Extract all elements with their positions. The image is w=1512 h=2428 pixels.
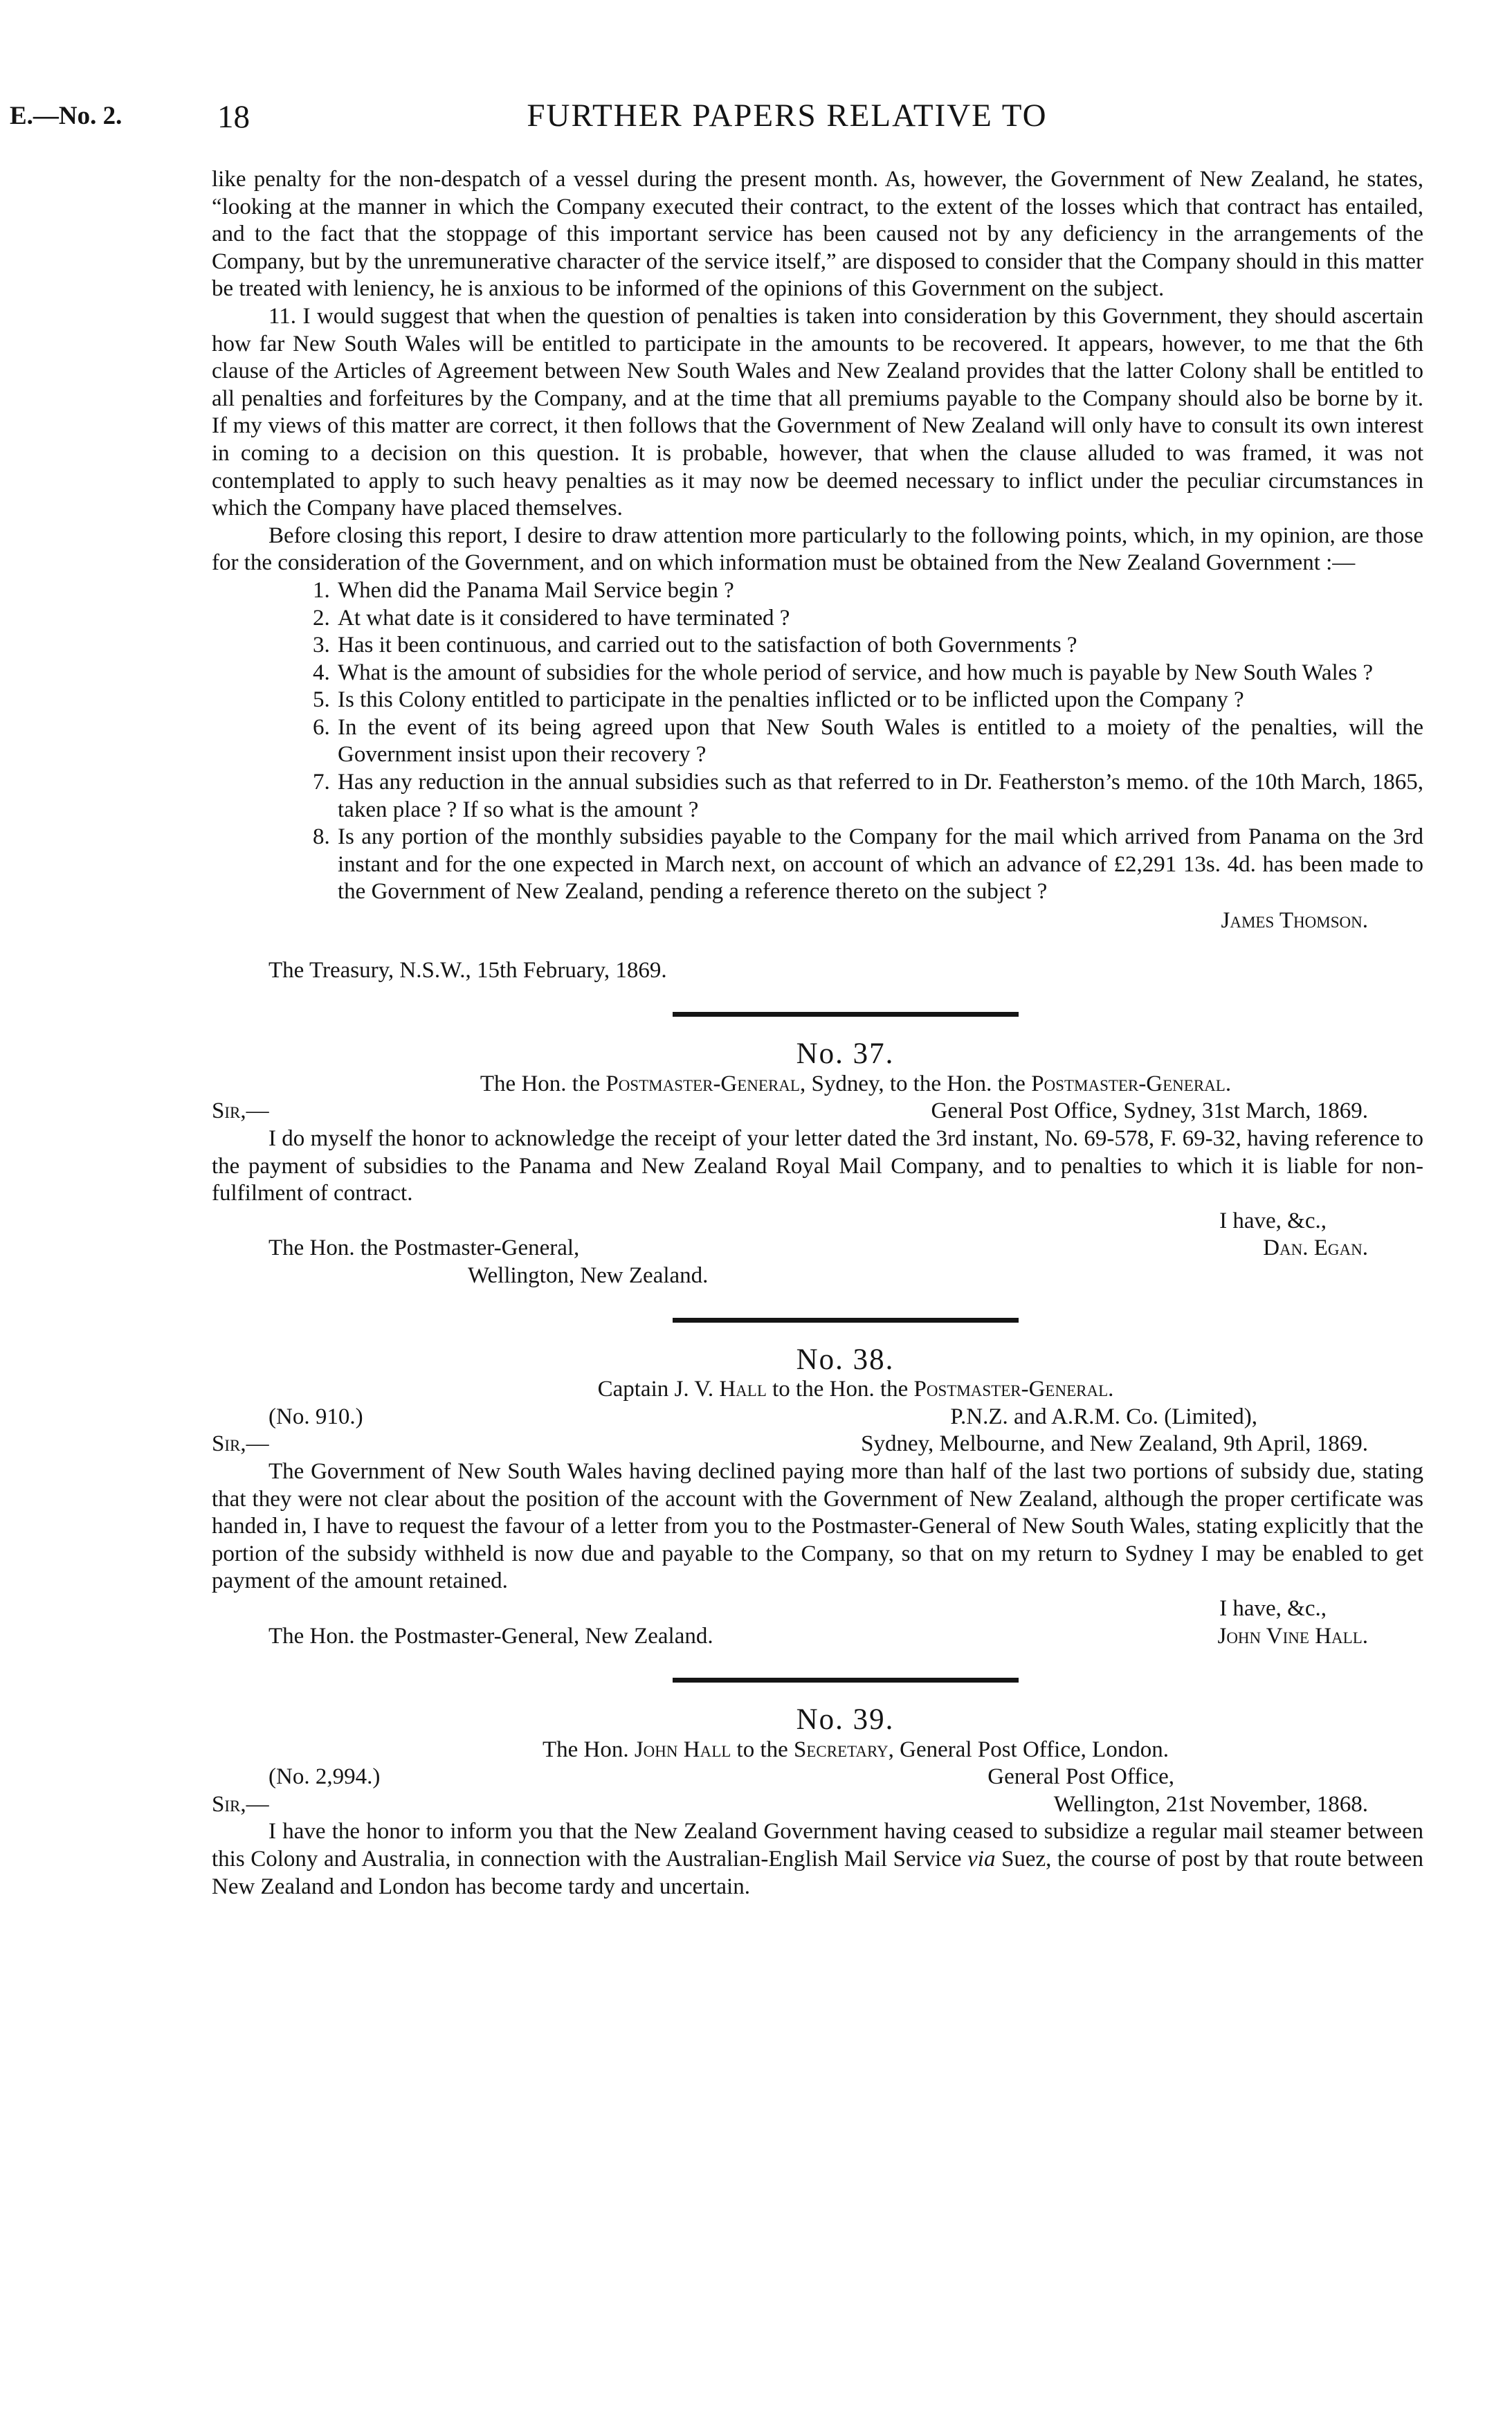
- running-title: FURTHER PAPERS RELATIVE TO: [527, 98, 1048, 134]
- letter-number: No. 38.: [796, 1343, 895, 1376]
- addressee: The Hon. the Postmaster-General, New Zealand.: [268, 1623, 713, 1649]
- addressee-row: [212, 1623, 1423, 1651]
- item-text: When did the Panama Mail Service begin ?: [338, 577, 734, 603]
- item-text: What is the amount of subsidies for the whole period of service, and how much is payable by New South Wales ?: [338, 660, 1374, 685]
- reference-row: [212, 1404, 1423, 1431]
- letter-38: [212, 1343, 1423, 1651]
- list-item: [313, 687, 1423, 714]
- salutation: Sir,—: [212, 1098, 269, 1124]
- memo-signature: James Thomson.: [1221, 908, 1368, 934]
- item-number: 1.: [313, 577, 330, 603]
- item-text: Is this Colony entitled to participate in the penalties inflicted or to be inflicted upon the Company ?: [338, 687, 1244, 713]
- item-text: Has any reduction in the annual subsidies such as that referred to in Dr. Featherston’s memo. of the 10th March, 1865, taken place ? If so what is the amount ?: [338, 770, 1423, 822]
- company-name: P.N.Z. and A.R.M. Co. (Limited),: [950, 1404, 1257, 1429]
- place-date: Wellington, 21st November, 1868.: [1053, 1791, 1368, 1817]
- section-divider: [673, 1012, 1019, 1017]
- closing: I have, &c.,: [1219, 1208, 1327, 1233]
- letter-address-line: The Hon. the Postmaster-General, Sydney, to the Hon. the Postmaster-General.: [480, 1071, 1232, 1096]
- letter-39: [212, 1703, 1423, 1901]
- letter-number: No. 37.: [796, 1038, 895, 1071]
- question-list: [313, 577, 1423, 906]
- list-item: [313, 714, 1423, 769]
- page-header: [0, 97, 1512, 138]
- letter-body: The Government of New South Wales having declined paying more than half of the last two portions of subsidy due, stating that they were not clear about the position of the account with the Government of New Zealand, although the proper certificate was handed in, I have to request the favour of a letter from you to the Postmaster-General of New South Wales, stating explicitly that the portion of the subsidy withheld is now due and payable to the Company, so that on my return to Sydney I may be enabled to get payment of the amount retained.: [212, 1458, 1423, 1594]
- letter-body: I do myself the honor to acknowledge the receipt of your letter dated the 3rd instant, No. 69-578, F. 69-32, having reference to the payment of subsidies to the Panama and New Zealand Royal Mail Company, and to penalties to which it is liable for non-fulfilment of contract.: [212, 1126, 1423, 1206]
- document-body: [212, 166, 1423, 1901]
- salutation-row: [212, 1431, 1423, 1458]
- letter-signature: Dan. Egan.: [1263, 1235, 1368, 1261]
- item-number: 5.: [313, 687, 330, 713]
- addressee-location: Wellington, New Zealand.: [468, 1262, 709, 1288]
- reference-row: [212, 1764, 1423, 1791]
- list-item: [313, 824, 1423, 906]
- item-number: 3.: [313, 633, 330, 658]
- list-item: [313, 632, 1423, 660]
- reference-number: (No. 910.): [268, 1404, 363, 1429]
- letter-address-line: The Hon. John Hall to the Secretary, General Post Office, London.: [542, 1737, 1169, 1762]
- item-text: At what date is it considered to have terminated ?: [338, 605, 790, 631]
- list-item: [313, 660, 1423, 687]
- item-number: 7.: [313, 770, 330, 795]
- letter-address-line: Captain J. V. Hall to the Hon. the Postmaster-General.: [597, 1377, 1114, 1402]
- series-number: E.—No. 2.: [10, 102, 122, 130]
- salutation: Sir,—: [212, 1791, 269, 1817]
- memo-paragraph-1: like penalty for the non-despatch of a vessel during the present month. As, however, the Government of New Zealand, he states, “looking at the manner in which the Company executed their contract, to the extent of the losses which that contract has entailed, and to the fact that the stoppage of this important service has been caused not by any deficiency in the arrangements of the Company, but by the unremunerative character of the service itself,” are disposed to consider that the Company should in this matter be treated with leniency, he is anxious to be informed of the opinions of this Government on the subject.: [212, 167, 1423, 302]
- section-divider: [673, 1318, 1019, 1323]
- salutation: Sir,—: [212, 1431, 269, 1457]
- item-number: 2.: [313, 605, 330, 631]
- reference-number: (No. 2,994.): [268, 1764, 381, 1790]
- item-text: Is any portion of the monthly subsidies payable to the Company for the mail which arrived from Panama on the 3rd instant and for the one expected in March next, on account of which an advance of £2,291 13s. 4d. has been made to the Government of New Zealand, pending a reference thereto on the subject ?: [338, 824, 1423, 905]
- page-number: 18: [217, 99, 250, 135]
- salutation-row: [212, 1791, 1423, 1819]
- list-item: [313, 577, 1423, 605]
- letter-signature: John Vine Hall.: [1217, 1623, 1368, 1649]
- section-divider: [673, 1678, 1019, 1683]
- addressee: The Hon. the Postmaster-General,: [268, 1235, 580, 1261]
- list-item: [313, 605, 1423, 633]
- item-number: 6.: [313, 714, 330, 740]
- office-name: General Post Office,: [987, 1764, 1174, 1790]
- place-date: Sydney, Melbourne, and New Zealand, 9th April, 1869.: [861, 1431, 1368, 1457]
- item-number: 4.: [313, 660, 330, 685]
- list-item: [313, 769, 1423, 824]
- letter-number: No. 39.: [796, 1703, 895, 1737]
- memo-dateline: The Treasury, N.S.W., 15th February, 1869.: [268, 957, 667, 983]
- salutation-row: [212, 1098, 1423, 1125]
- memo-paragraph-3: Before closing this report, I desire to draw attention more particularly to the following points, which, in my opinion, are those for the consideration of the Government, and on which information must be obtained from the New Zealand Government :—: [212, 523, 1423, 576]
- item-number: 8.: [313, 824, 330, 850]
- memo-paragraph-2: 11. I would suggest that when the question of penalties is taken into consideration by this Government, they should ascertain how far New South Wales will be entitled to participate in the amounts to be recovered. It appears, however, to me that the 6th clause of the Articles of Agreement between New South Wales and New Zealand provides that the latter Colony shall be entitled to all penalties and forfeitures by the Company, and at the time that all premiums payable to the Company should also be borne by it. If my views of this matter are correct, it then follows that the Government of New Zealand will only have to consult its own interest in coming to a decision on this question. It is probable, however, that when the clause alluded to was framed, it was not contemplated to apply to such heavy penalties as it may now be deemed necessary to inflict under the peculiar circumstances in which the Company have placed themselves.: [212, 303, 1423, 521]
- item-text: In the event of its being agreed upon that New South Wales is entitled to a moiety of the penalties, will the Government insist upon their recovery ?: [338, 714, 1423, 768]
- addressee-row: [212, 1235, 1423, 1262]
- letter-body: I have the honor to inform you that the New Zealand Government having ceased to subsidize a regular mail steamer between this Colony and Australia, in connection with the Australian-English Mail Service via Suez, the course of post by that route between New Zealand and London has become tardy and uncertain.: [212, 1819, 1423, 1899]
- item-text: Has it been continuous, and carried out to the satisfaction of both Governments ?: [338, 633, 1077, 658]
- place-date: General Post Office, Sydney, 31st March, 1869.: [931, 1098, 1368, 1124]
- letter-37: [212, 1040, 1423, 1289]
- closing: I have, &c.,: [1219, 1595, 1327, 1621]
